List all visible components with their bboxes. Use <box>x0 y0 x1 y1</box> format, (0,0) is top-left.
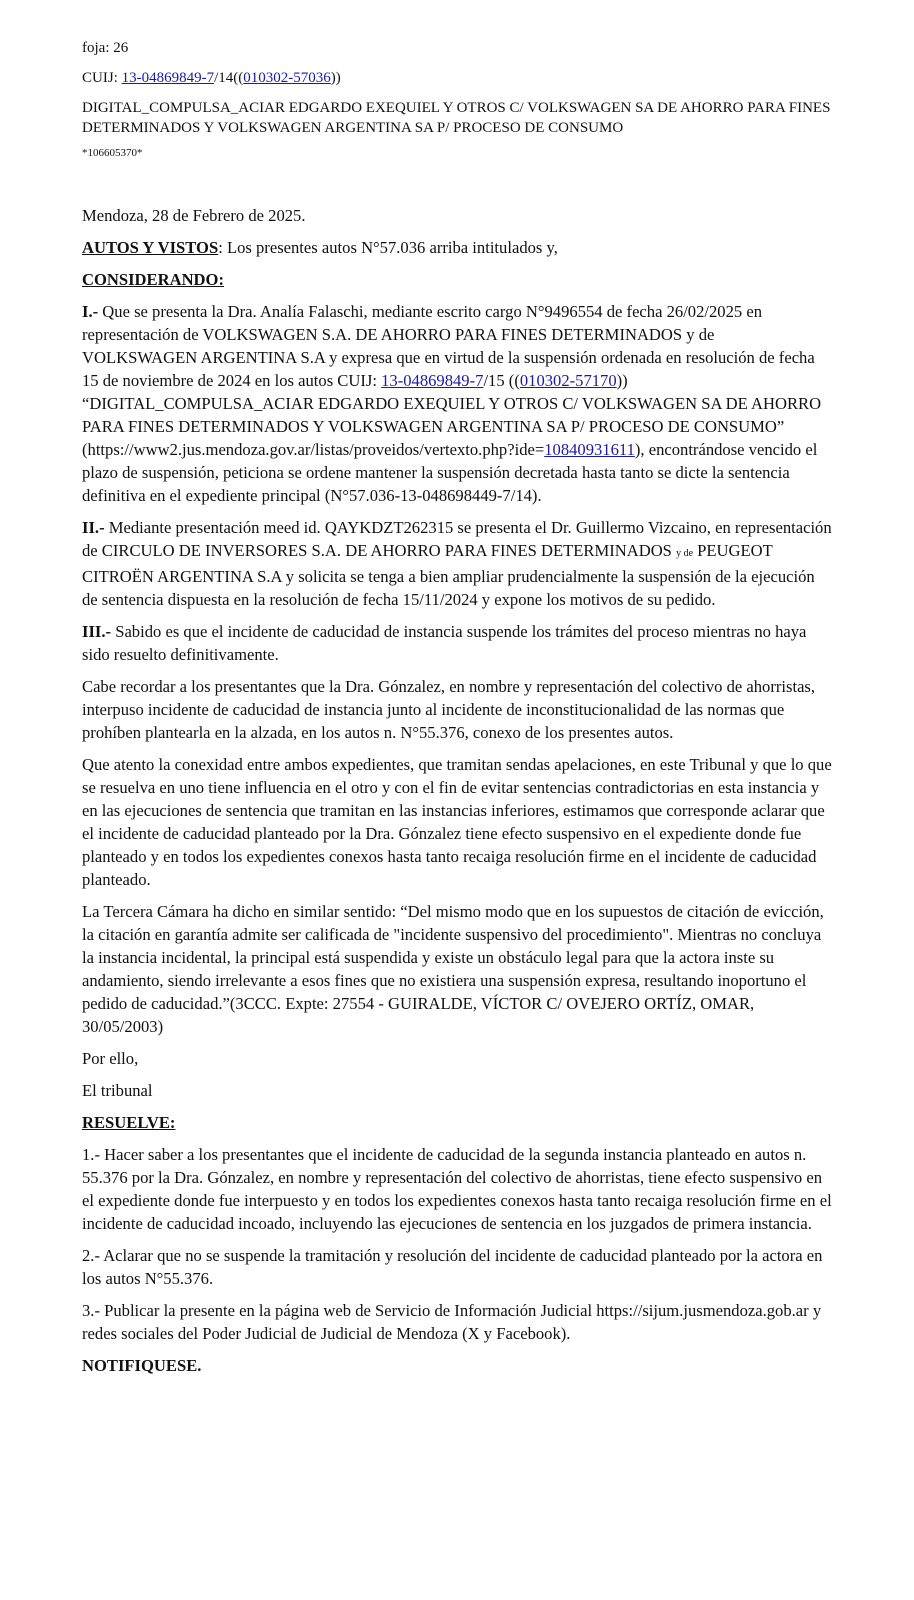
section-2-text: Mediante presentación meed id. QAYKDZT262315 se presenta el Dr. Guillermo Vizcaino, en representación de CIRCULO DE INVERSORES S.A. DE AHORRO PARA FINES DETERMINADOS <box>82 518 832 560</box>
paragraph: Por ello, <box>82 1049 139 1068</box>
resuelve-heading: RESUELVE: <box>82 1113 176 1132</box>
section-1 <box>82 300 832 507</box>
section-2 <box>82 516 832 611</box>
section-3 <box>82 620 832 666</box>
autos-label: AUTOS Y VISTOS <box>82 238 219 257</box>
cuij-label: CUIJ: <box>82 70 122 86</box>
expediente-link-2[interactable]: 010302-57170 <box>519 371 617 390</box>
autos-text: : Los presentes autos N°57.036 arriba intitulados y, <box>218 238 558 257</box>
cuij-line <box>82 68 832 88</box>
cuij-mid: /14(( <box>214 70 244 86</box>
document-id: *106605370* <box>82 147 143 159</box>
section-1-text: ), encontrándose vencido el plazo de suspensión, peticiona se ordene mantener la suspensión decretada hasta tanto se dicte la sentencia definitiva en el expediente principal (N°57.036-13-048698449-7/14). <box>82 440 818 505</box>
case-title: DIGITAL_COMPULSA_ACIAR EDGARDO EXEQUIEL Y OTROS C/ VOLKSWAGEN SA DE AHORRO PARA FINES DETERMINADOS Y VOLKSWAGEN ARGENTINA SA P/ PROCESO DE CONSUMO <box>82 100 831 136</box>
paragraph: Que atento la conexidad entre ambos expedientes, que tramitan sendas apelaciones, en este Tribunal y que lo que se resuelva en uno tiene influencia en el otro y con el fin de evitar sentencias contradictorias en esta instancia y en las ejecuciones de sentencia que tramitan en las instancias inferiores, estimamos que corresponde aclarar que el incidente de caducidad planteado por la Dra. Gónzalez tiene efecto suspensivo en el expediente donde fue planteado y en todos los expedientes conexos hasta tanto recaiga resolución firme en el incidente de caducidad planteado. <box>82 755 832 889</box>
resolution-item: 2.- Aclarar que no se suspende la tramitación y resolución del incidente de caducidad planteado por la actora en los autos N°55.376. <box>82 1246 823 1288</box>
resolution-item: 1.- Hacer saber a los presentantes que el incidente de caducidad de la segunda instancia planteado en autos n. 55.376 por la Dra. Gónzalez, en nombre y representación del colectivo de ahorristas, tiene efecto suspensivo en el expediente donde fue interpuesto y en todos los expedientes conexos hasta tanto recaiga resolución firme en el incidente de caducidad incoado, incluyendo las ejecuciones de sentencia en los juzgados de primera instancia. <box>82 1145 832 1233</box>
foja-label: foja: 26 <box>82 40 129 56</box>
autos-y-vistos <box>82 236 832 259</box>
section-2-small-text: y de <box>676 548 694 559</box>
section-1-text: /15 (( <box>483 371 520 390</box>
cuij-end: )) <box>330 70 341 86</box>
section-1-number: I.- <box>82 302 99 321</box>
date-line: Mendoza, 28 de Febrero de 2025. <box>82 206 306 225</box>
section-3-number: III.- <box>82 622 112 641</box>
section-1-text: Que se presenta la Dra. Analía Falaschi, mediante escrito cargo N°9496554 de fecha 26/02/2025 en representación de VOLKSWAGEN S.A. DE AHORRO PARA FINES DETERMINADOS y de VOLKSWAGEN ARGENTINA S.A y expresa que en virtud de la suspensión ordenada en resolución de fecha 15 de noviembre de 2024 en los autos CUIJ: <box>82 302 815 390</box>
proveido-link[interactable]: 10840931611 <box>544 440 635 459</box>
paragraph: Cabe recordar a los presentantes que la Dra. Gónzalez, en nombre y representación del colectivo de ahorristas, interpuso incidente de caducidad de instancia junto al incidente de inconstitucionalidad de las normas que prohíben plantearla en la alzada, en los autos n. N°55.376, conexo de los presentes autos. <box>82 677 816 742</box>
expediente-link[interactable]: 010302-57036 <box>243 70 331 86</box>
section-2-number: II.- <box>82 518 105 537</box>
section-1-text: )) “DIGITAL_COMPULSA_ACIAR EDGARDO EXEQUIEL Y OTROS C/ VOLKSWAGEN SA DE AHORRO PARA FINES DETERMINADOS Y VOLKSWAGEN ARGENTINA SA P/ PROCESO DE CONSUMO” (https://www2.jus.mendoza.gov.ar/listas/proveidos/vertexto.php?ide= <box>82 371 822 459</box>
section-3-text: Sabido es que el incidente de caducidad de instancia suspende los trámites del proceso mientras no haya sido resuelto definitivamente. <box>82 622 807 664</box>
resolution-item: 3.- Publicar la presente en la página web de Servicio de Información Judicial https://sijum.jusmendoza.gob.ar y redes sociales del Poder Judicial de Judicial de Mendoza (X y Facebook). <box>82 1301 822 1343</box>
paragraph: La Tercera Cámara ha dicho en similar sentido: “Del mismo modo que en los supuestos de citación de evicción, la citación en garantía admite ser calificada de "incidente suspensivo del procedimiento". Mientras no concluya la instancia incidental, la principal está suspendida y existe un obstáculo legal para que la actora inste su andamiento, siendo irrelevante a esos fines que no existiera una suspensión expresa, resultando inoportuno el pedido de caducidad.”(3CCC. Expte: 27554 - GUIRALDE, VÍCTOR C/ OVEJERO ORTÍZ, OMAR, 30/05/2003) <box>82 902 824 1036</box>
section-2-text: PEUGEOT CITROËN ARGENTINA S.A y solicita se tenga a bien ampliar prudencialmente la suspensión de la ejecución de sentencia dispuesta en la resolución de fecha 15/11/2024 y expone los motivos de su pedido. <box>82 541 815 609</box>
paragraph: El tribunal <box>82 1081 153 1100</box>
cuij-link-2[interactable]: 13-04869849-7 <box>381 371 484 390</box>
cuij-link[interactable]: 13-04869849-7 <box>121 70 215 86</box>
considerando-heading: CONSIDERANDO: <box>82 270 224 289</box>
closing-notifiquese: NOTIFIQUESE. <box>82 1356 202 1375</box>
